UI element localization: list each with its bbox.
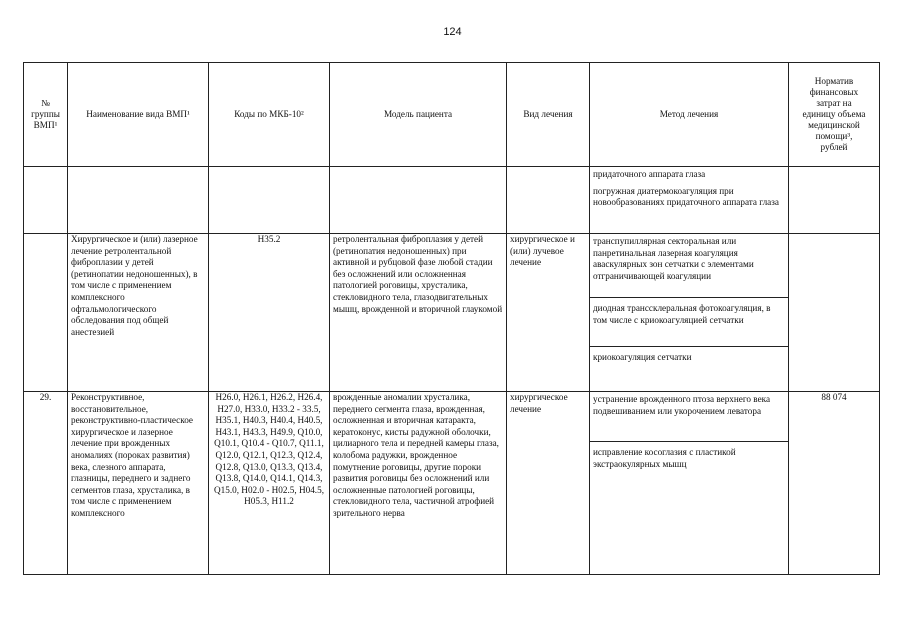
cell-cost-norm: 88 074 (789, 392, 880, 575)
cell-icd-codes (209, 167, 330, 234)
cell-treatment-method (590, 234, 789, 392)
method-item: диодная транссклеральная фотокоагуляция, в том числе с криокоагуляцией сетчатки (590, 297, 788, 346)
cell-group-number (24, 234, 68, 392)
cell-group-number: 29. (24, 392, 68, 575)
table-row (24, 392, 880, 575)
cell-icd-codes: H26.0, H26.1, H26.2, H26.4, H27.0, H33.0, H33.2 - 33.5, H35.1, H40.3, H40.4, H40.5, H43.1, H43.3, H49.9, Q10.0, Q10.1, Q10.4 - Q10.7, Q11.1, Q12.0, Q12.1, Q12.3, Q12.4, Q12.8, Q13.0, Q13.3, Q13.4, Q13.8, Q14.0, Q14.1, Q14.3, Q15.0, H02.0 - H02.5, H04.5, H05.3, H11.2 (209, 392, 330, 575)
method-item: исправление косоглазия с пластикой экстраокулярных мышц (590, 441, 788, 473)
cell-treatment-type: хирургическое лечение (507, 392, 590, 575)
cell-patient-model (330, 167, 507, 234)
cell-icd-codes: H35.2 (209, 234, 330, 392)
header-treatment-method: Метод лечения (590, 63, 789, 167)
table-row (24, 234, 880, 392)
header-icd-codes: Коды по МКБ-10² (209, 63, 330, 167)
cell-treatment-type: хирургическое и (или) лучевое лечение (507, 234, 590, 392)
vmp-table (23, 62, 880, 575)
cell-cost-norm (789, 234, 880, 392)
cell-treatment-type (507, 167, 590, 234)
header-cost-norm: Норматив финансовых затрат на единицу объема медицинской помощи³, рублей (789, 63, 880, 167)
method-item: погружная диатермокоагуляция при новообразованиях придаточного аппарата глаза (593, 185, 779, 208)
table-row (24, 167, 880, 234)
cell-group-number (24, 167, 68, 234)
header-patient-model: Модель пациента (330, 63, 507, 167)
header-group-number: № группы ВМП¹ (24, 63, 68, 167)
cell-cost-norm (789, 167, 880, 234)
header-vmp-name: Наименование вида ВМП¹ (68, 63, 209, 167)
cell-treatment-method (590, 167, 789, 234)
table-header-row (24, 63, 880, 167)
cell-vmp-name: Реконструктивное, восстановительное, реконструктивно-пластическое хирургическое и лазерное лечение при врожденных аномалиях (пороках развития) века, слезного аппарата, глазницы, переднего и заднего сегментов глаза, хрусталика, в том числе с применением комплексного (68, 392, 209, 575)
cell-vmp-name: Хирургическое и (или) лазерное лечение ретролентальной фиброплазии у детей (ретинопатии недоношенных), в том числе с применением комплексного офтальмологического обследования под общей анестезией (68, 234, 209, 392)
method-item: устранение врожденного птоза верхнего века подвешиванием или укорочением леватора (593, 394, 771, 416)
cell-treatment-method (590, 392, 789, 575)
cell-patient-model: врожденные аномалии хрусталика, переднего сегмента глаза, врожденная, осложненная и вторичная катаракта, кератоконус, кисты радужной оболочки, цилиарного тела и передней камеры глаза, колобома радужки, врожденное помутнение роговицы, другие пороки развития роговицы без осложнений или осложненные патологией роговицы, стекловидного тела, частичной атрофией зрительного нерва (330, 392, 507, 575)
header-treatment-type: Вид лечения (507, 63, 590, 167)
method-item: криокоагуляция сетчатки (590, 346, 788, 367)
page-number: 124 (443, 26, 462, 38)
method-item: транспупиллярная секторальная или панретинальная лазерная коагуляция аваскулярных зон сетчатки с элементами отграничивающей коагуляции (593, 236, 754, 281)
method-item: придаточного аппарата глаза (593, 169, 706, 179)
cell-patient-model: ретролентальная фиброплазия у детей (ретинопатия недоношенных) при активной и рубцовой фазе любой стадии без осложнений или осложненная патологией роговицы, хрусталика, стекловидного тела, глазодвигательных мышц, врожденной и вторичной глаукомой (330, 234, 507, 392)
cell-vmp-name (68, 167, 209, 234)
